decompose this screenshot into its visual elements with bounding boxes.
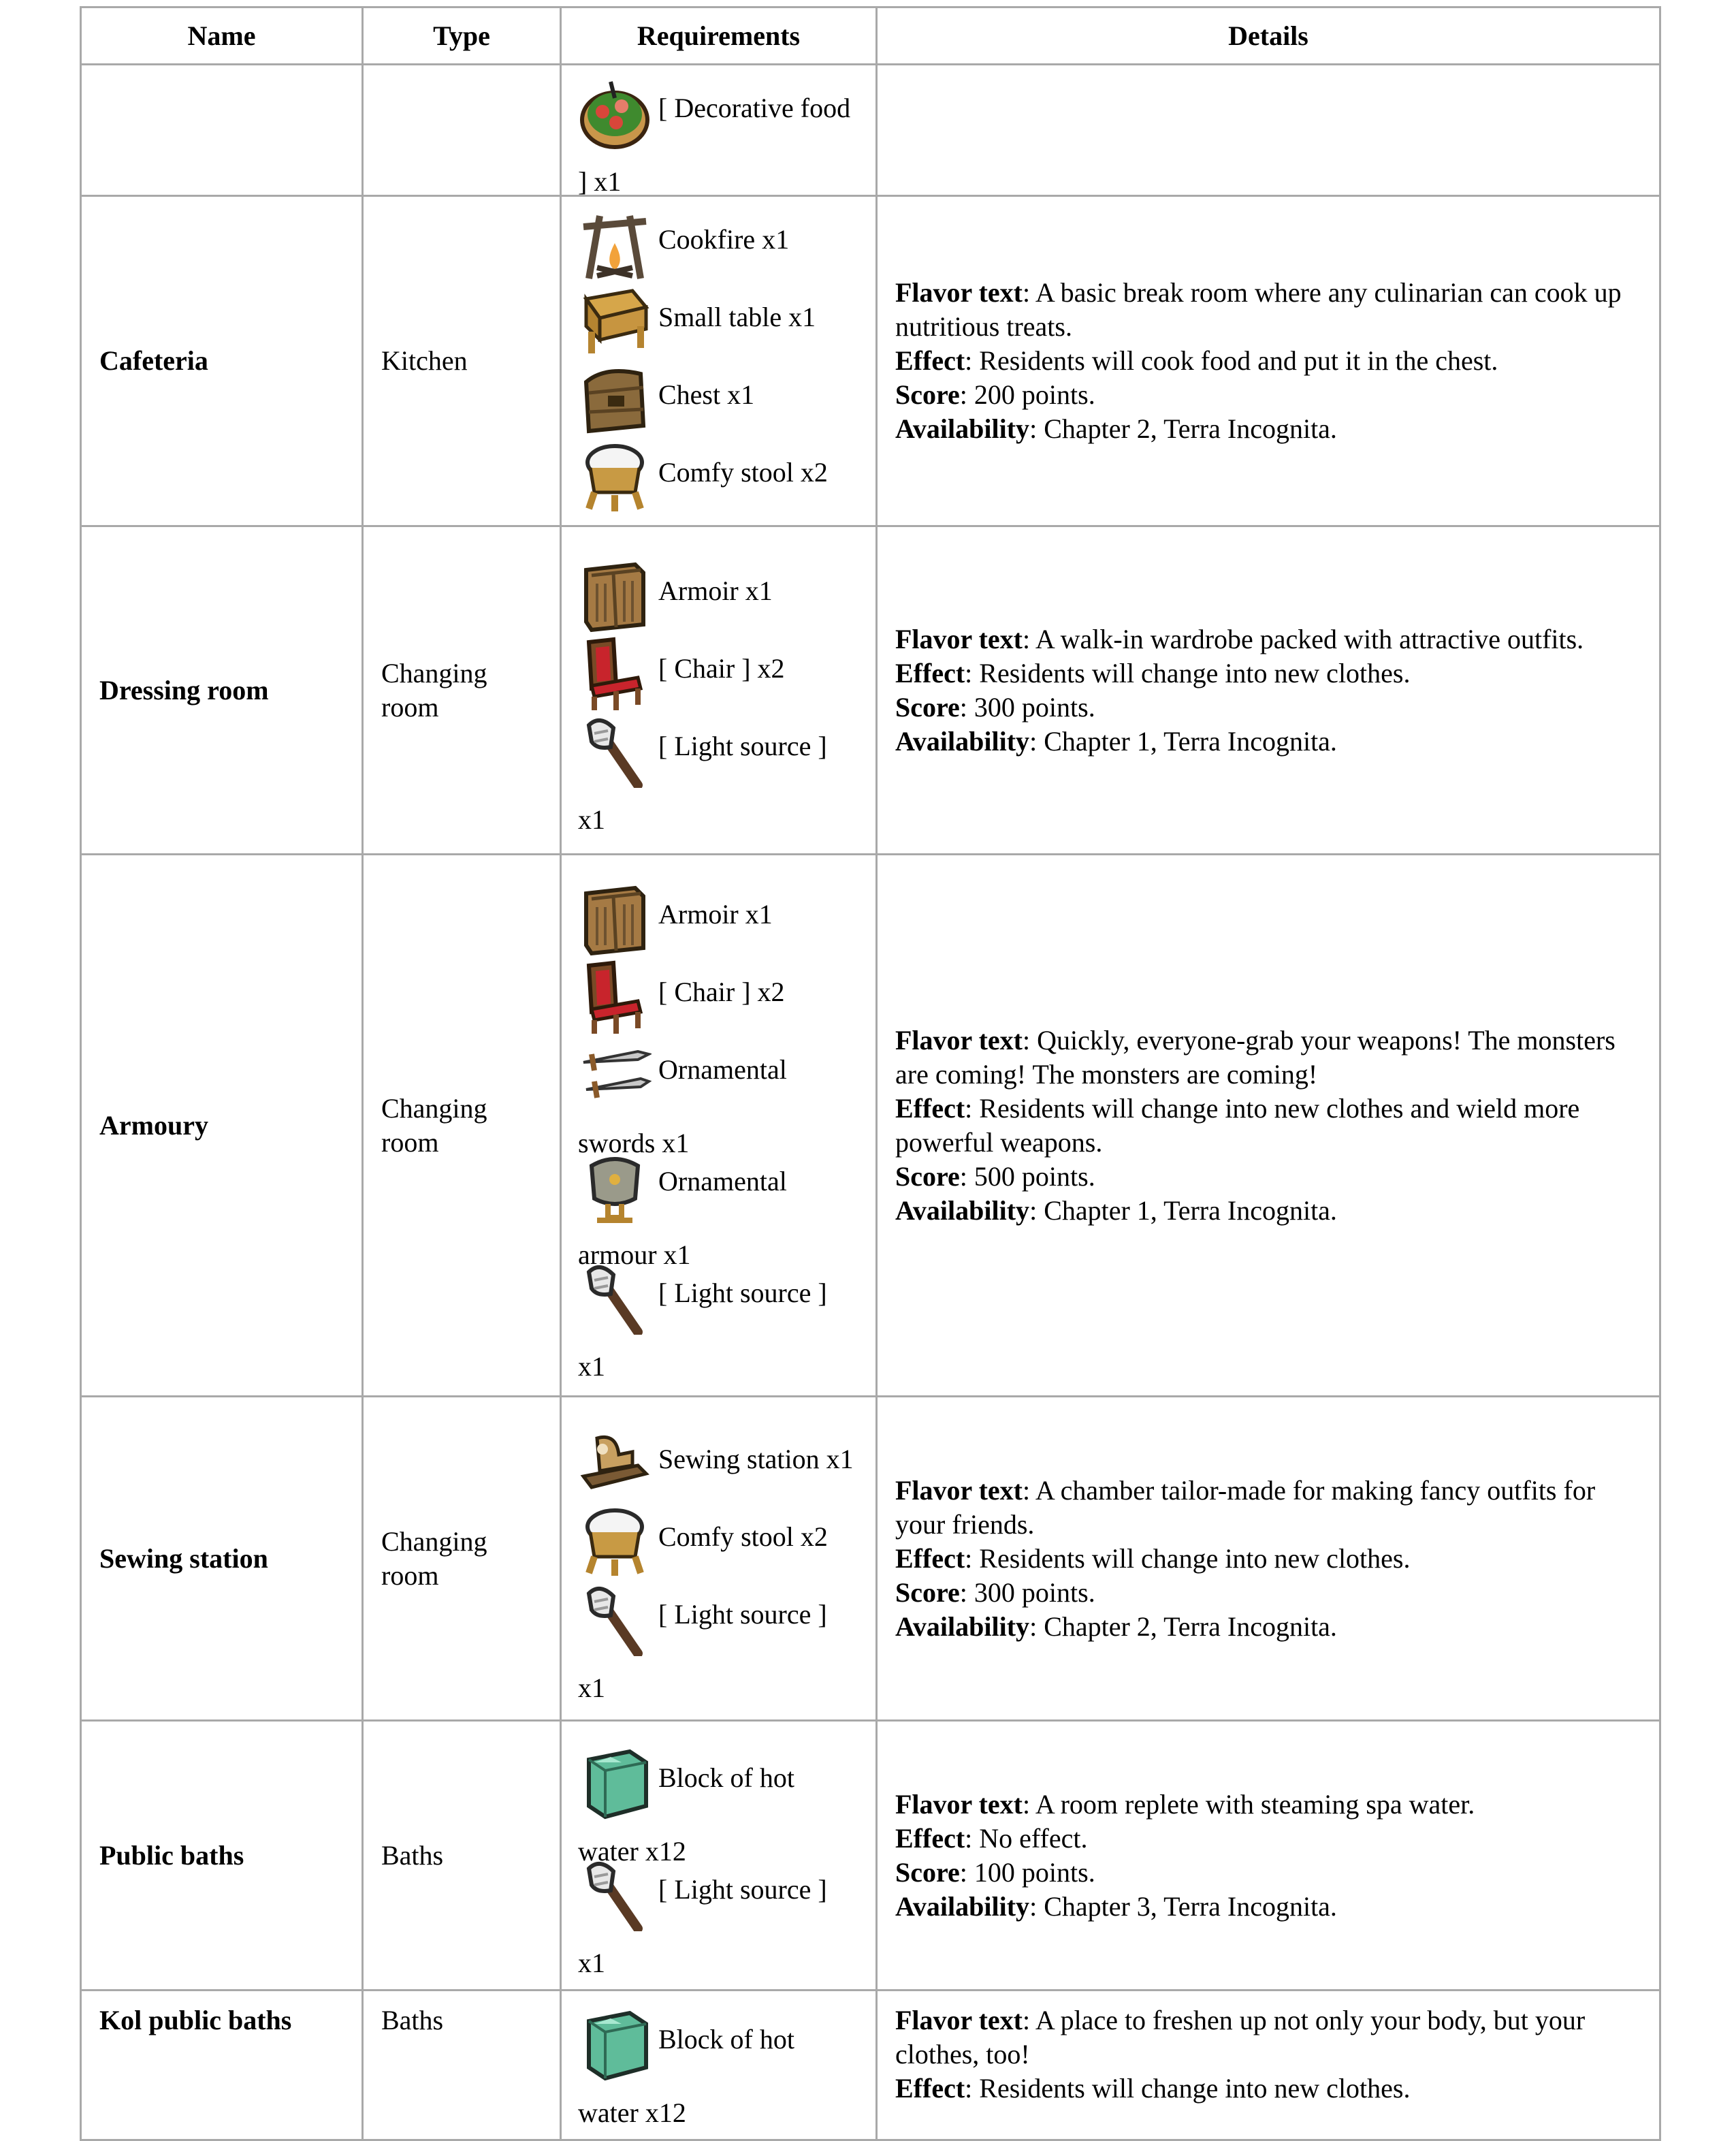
room-name: Dressing room (81, 526, 363, 855)
sewing-station-icon (578, 1427, 652, 1501)
detail-value: 300 points. (974, 1576, 1095, 1608)
detail-score: Score: 200 points. (895, 379, 1095, 410)
detail-value: Residents will change into new clothes. (979, 1542, 1411, 1574)
details-cell (877, 1721, 1660, 1991)
requirement-text: [ Chair ] x2 (658, 652, 785, 684)
chair-icon (578, 637, 652, 710)
details-cell (877, 855, 1660, 1397)
table-row (81, 1991, 1660, 2140)
swords-icon (578, 1038, 652, 1111)
room-name: Public baths (81, 1721, 363, 1991)
detail-label: Flavor text (895, 2005, 1023, 2035)
requirement-item (578, 1746, 859, 1867)
requirements-cell (561, 65, 877, 196)
requirement-item (578, 1505, 859, 1579)
details-cell (877, 1991, 1660, 2140)
detail-value: 500 points. (974, 1160, 1095, 1192)
requirement-text: Comfy stool x2 (658, 457, 828, 488)
detail-effect: Effect: Residents will change into new clothes. (895, 1542, 1411, 1574)
detail-label: Flavor text (895, 277, 1023, 308)
requirement-item (578, 1149, 859, 1270)
requirements-cell (561, 1397, 877, 1721)
cookfire-icon (578, 208, 652, 281)
hot-water-block-icon (578, 2008, 652, 2081)
details-cell (877, 65, 1660, 196)
detail-availability: Availability: Chapter 2, Terra Incognita. (895, 1611, 1337, 1642)
hot-water-block-icon (578, 1746, 652, 1820)
requirement-text: Comfy stool x2 (658, 1521, 828, 1552)
detail-label: Flavor text (895, 623, 1023, 654)
detail-value: Residents will cook food and put it in the chest. (979, 345, 1498, 376)
requirement-item (578, 883, 859, 956)
detail-availability: Availability: Chapter 3, Terra Incognita. (895, 1890, 1337, 1922)
detail-value: Chapter 2, Terra Incognita. (1044, 413, 1337, 444)
requirements-cell (561, 855, 877, 1397)
requirement-text: [ Light source ] x1 (578, 730, 827, 835)
rooms-table (80, 6, 1661, 2141)
room-name: Kol public baths (81, 1991, 363, 2140)
detail-value: Residents will change into new clothes. (979, 657, 1411, 688)
detail-label: Availability (895, 1194, 1030, 1226)
armour-icon (578, 1149, 652, 1223)
chest-icon (578, 363, 652, 437)
chair-icon (578, 960, 652, 1034)
header-name: Name (81, 7, 363, 65)
detail-effect: Effect: Residents will change into new clothes. (895, 657, 1411, 688)
detail-flavor: Flavor text: A room replete with steaming spa water. (895, 1788, 1475, 1820)
detail-effect: Effect: Residents will cook food and put it in the chest. (895, 345, 1498, 376)
detail-value: Quickly, everyone-grab your weapons! The monsters are coming! The monsters are coming! (895, 1024, 1616, 1090)
torch-icon (578, 714, 652, 788)
detail-value: 200 points. (974, 379, 1095, 410)
requirement-item (578, 1583, 859, 1703)
header-details: Details (877, 7, 1660, 65)
comfy-stool-icon (578, 441, 652, 514)
requirement-text: Block of hot water x12 (578, 1762, 794, 1867)
detail-label: Flavor text (895, 1788, 1023, 1820)
requirement-text: Cookfire x1 (658, 224, 790, 255)
comfy-stool-icon (578, 1505, 652, 1579)
detail-label: Availability (895, 1611, 1030, 1642)
armoir-icon (578, 883, 652, 956)
salad-bowl-icon (578, 76, 652, 150)
detail-value: Chapter 1, Terra Incognita. (1044, 1194, 1337, 1226)
requirement-text: Block of hot water x12 (578, 2024, 794, 2128)
requirements-cell (561, 196, 877, 526)
detail-flavor: Flavor text: Quickly, everyone-grab your weapons! The monsters are coming! The monsters are coming! (895, 1024, 1616, 1090)
requirement-item (578, 1038, 859, 1158)
detail-availability: Availability: Chapter 1, Terra Incognita. (895, 1194, 1337, 1226)
detail-label: Score (895, 1576, 960, 1608)
requirement-text: Sewing station x1 (658, 1443, 854, 1474)
header-requirements: Requirements (561, 7, 877, 65)
header-type: Type (363, 7, 561, 65)
detail-label: Score (895, 1856, 960, 1888)
room-type (363, 65, 561, 196)
room-type: Changing room (363, 855, 561, 1397)
room-type: Baths (363, 1991, 561, 2140)
room-name: Armoury (81, 855, 363, 1397)
requirement-item (578, 1261, 859, 1382)
detail-value: A place to freshen up not only your body, but your clothes, too! (895, 2005, 1586, 2069)
detail-label: Effect (895, 2073, 965, 2104)
detail-value: A basic break room where any culinarian can cook up nutritious treats. (895, 277, 1622, 342)
detail-availability: Availability: Chapter 1, Terra Incognita. (895, 725, 1337, 757)
room-type: Kitchen (363, 196, 561, 526)
room-name: Sewing station (81, 1397, 363, 1721)
requirement-text: Small table x1 (658, 302, 816, 332)
room-type: Changing room (363, 526, 561, 855)
detail-label: Score (895, 1160, 960, 1192)
table-row (81, 196, 1660, 526)
detail-flavor: Flavor text: A chamber tailor-made for making fancy outfits for your friends. (895, 1474, 1596, 1540)
detail-label: Effect (895, 1092, 965, 1124)
detail-flavor: Flavor text: A walk-in wardrobe packed with attractive outfits. (895, 623, 1584, 654)
requirement-item (578, 714, 859, 835)
torch-icon (578, 1858, 652, 1931)
requirement-item (578, 285, 859, 359)
detail-label: Availability (895, 1890, 1030, 1922)
details-cell (877, 196, 1660, 526)
table-row (81, 855, 1660, 1397)
detail-value: Chapter 2, Terra Incognita. (1044, 1611, 1337, 1642)
detail-value: Residents will change into new clothes. (979, 2073, 1411, 2104)
requirement-text: Armoir x1 (658, 575, 773, 606)
detail-flavor: Flavor text: A basic break room where any culinarian can cook up nutritious treats. (895, 277, 1622, 342)
details-cell (877, 526, 1660, 855)
requirements-cell (561, 526, 877, 855)
detail-score: Score: 500 points. (895, 1160, 1095, 1192)
detail-label: Flavor text (895, 1024, 1023, 1056)
room-type: Changing room (363, 1397, 561, 1721)
room-name: Cafeteria (81, 196, 363, 526)
requirement-text: Ornamental armour x1 (578, 1165, 787, 1270)
detail-label: Score (895, 379, 960, 410)
detail-effect: Effect: No effect. (895, 1822, 1088, 1854)
detail-value: Chapter 1, Terra Incognita. (1044, 725, 1337, 757)
detail-value: No effect. (979, 1822, 1088, 1854)
requirement-item (578, 2008, 859, 2128)
detail-label: Availability (895, 725, 1030, 757)
requirement-item (578, 441, 859, 514)
detail-flavor: Flavor text: A place to freshen up not only your body, but your clothes, too! (895, 2005, 1586, 2069)
requirement-text: [ Chair ] x2 (658, 976, 785, 1007)
detail-value: Chapter 3, Terra Incognita. (1044, 1890, 1337, 1922)
armoir-icon (578, 559, 652, 633)
torch-icon (578, 1583, 652, 1656)
detail-score: Score: 100 points. (895, 1856, 1095, 1888)
torch-icon (578, 1261, 652, 1335)
table-row (81, 65, 1660, 196)
detail-value: A walk-in wardrobe packed with attractive outfits. (1035, 623, 1584, 654)
table-row (81, 1397, 1660, 1721)
requirement-text: [ Light source ] x1 (578, 1277, 827, 1382)
detail-label: Effect (895, 1542, 965, 1574)
requirements-cell (561, 1721, 877, 1991)
detail-label: Availability (895, 413, 1030, 444)
requirement-text: [ Light source ] x1 (578, 1598, 827, 1703)
room-type: Baths (363, 1721, 561, 1991)
detail-availability: Availability: Chapter 2, Terra Incognita. (895, 413, 1337, 444)
table-row (81, 1721, 1660, 1991)
detail-value: 100 points. (974, 1856, 1095, 1888)
detail-label: Effect (895, 1822, 965, 1854)
requirement-text: [ Decorative food ] x1 (578, 93, 851, 197)
requirement-text: Ornamental swords x1 (578, 1053, 787, 1158)
detail-label: Effect (895, 345, 965, 376)
header-row (81, 7, 1660, 65)
details-cell (877, 1397, 1660, 1721)
requirement-text: [ Light source ] x1 (578, 1873, 827, 1978)
detail-value: 300 points. (974, 691, 1095, 723)
requirement-text: Armoir x1 (658, 898, 773, 930)
requirements-cell (561, 1991, 877, 2140)
table-row (81, 526, 1660, 855)
requirement-item (578, 1427, 859, 1501)
detail-value: A room replete with steaming spa water. (1035, 1788, 1475, 1820)
detail-score: Score: 300 points. (895, 1576, 1095, 1608)
detail-effect: Effect: Residents will change into new clothes. (895, 2073, 1411, 2104)
requirement-item (578, 559, 859, 633)
detail-label: Score (895, 691, 960, 723)
requirement-item (578, 637, 859, 710)
detail-label: Flavor text (895, 1474, 1023, 1506)
requirement-item (578, 76, 859, 197)
detail-value: Residents will change into new clothes and wield more powerful weapons. (895, 1092, 1580, 1158)
requirement-item (578, 208, 859, 281)
requirement-item (578, 960, 859, 1034)
detail-score: Score: 300 points. (895, 691, 1095, 723)
room-name (81, 65, 363, 196)
requirement-item (578, 363, 859, 437)
requirement-item (578, 1858, 859, 1978)
requirement-text: Chest x1 (658, 379, 755, 410)
detail-value: A chamber tailor-made for making fancy outfits for your friends. (895, 1474, 1596, 1540)
detail-label: Effect (895, 657, 965, 688)
detail-effect: Effect: Residents will change into new clothes and wield more powerful weapons. (895, 1092, 1580, 1158)
small-table-icon (578, 285, 652, 359)
